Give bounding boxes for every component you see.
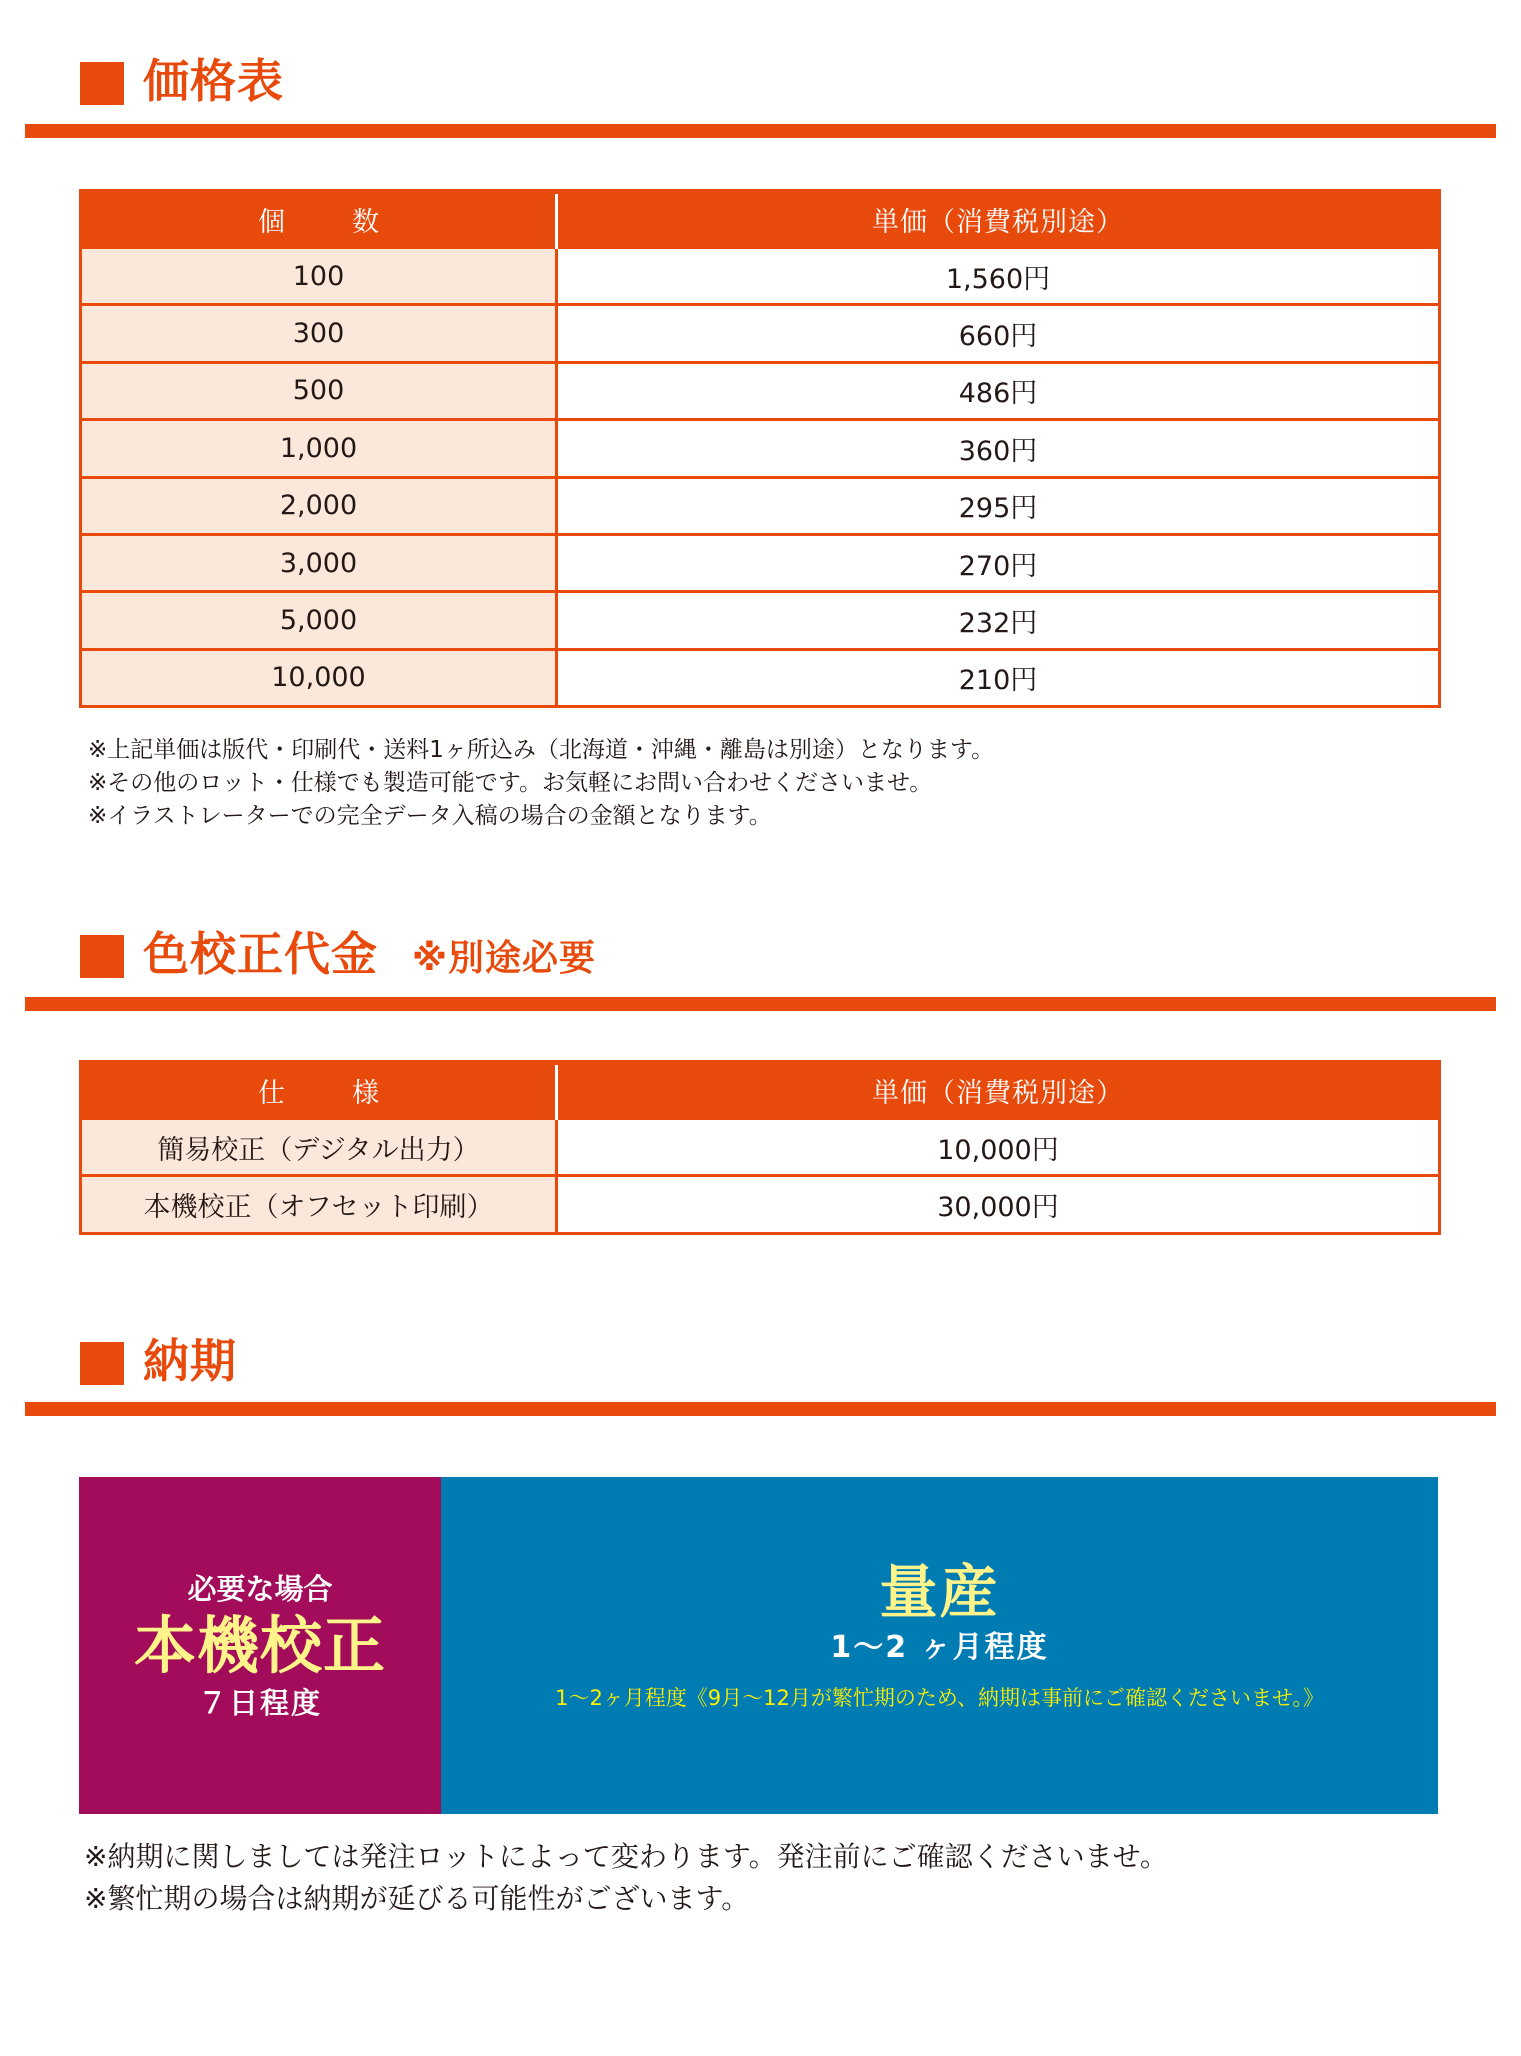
table-body [82,1120,1438,1232]
note-line: ※その他のロット・仕様でも製造可能です。お気軽にお問い合わせくださいませ。 [88,770,933,796]
price-cell: 360円 [558,421,1438,475]
header-quantity: 個 数 [258,206,399,238]
price-cell: 660円 [558,306,1438,360]
section-divider [25,124,1496,138]
section-subtitle: ※別途必要 [412,938,596,979]
table-row [82,361,1438,418]
quantity-cell: 10,000 [82,651,558,705]
proof-condition: 必要な場合 [187,1571,333,1606]
table-header [82,1060,1438,1120]
table-row [82,249,1438,303]
section-title-text: 納期 [143,1334,237,1388]
spec-cell: 簡易校正（デジタル出力） [82,1120,558,1174]
production-detail: 1〜2ヶ月程度《9月〜12月が繁忙期のため、納期は事前にご確認くださいませ。》 [555,1685,1324,1710]
quantity-cell: 1,000 [82,421,558,475]
spec-cell: 本機校正（オフセット印刷） [82,1177,558,1231]
section-divider [25,1402,1496,1416]
note-line: ※繁忙期の場合は納期が延びる可能性がございます。 [84,1882,750,1915]
table-row [82,533,1438,590]
table-row [82,476,1438,533]
section-marker-icon [80,62,124,105]
price-cell: 232円 [558,593,1438,647]
production-duration: 1〜2 ヶ月程度 [830,1629,1049,1665]
price-cell: 486円 [558,364,1438,418]
price-notes [88,734,994,833]
table-row [82,303,1438,360]
quantity-cell: 300 [82,306,558,360]
section-title-text: 価格表 [143,54,284,108]
note-line: ※イラストレーターでの完全データ入稿の場合の金額となります。 [88,803,772,829]
header-spec: 仕 様 [258,1077,399,1109]
production-label: 量産 [879,1557,1000,1626]
quantity-cell: 2,000 [82,479,558,533]
proof-duration: ７日程度 [197,1685,322,1720]
quantity-cell: 100 [82,249,558,303]
price-cell: 1,560円 [558,249,1438,303]
note-line: ※上記単価は版代・印刷代・送料1ヶ所込み（北海道・沖縄・離島は別途）となります。 [88,737,995,763]
quantity-cell: 500 [82,364,558,418]
proof-delivery-panel [79,1477,441,1814]
price-cell: 10,000円 [558,1120,1438,1174]
proof-label: 本機校正 [133,1608,386,1682]
section-marker-icon [80,935,124,978]
price-cell: 295円 [558,479,1438,533]
quantity-cell: 5,000 [82,593,558,647]
table-row [82,648,1438,705]
production-delivery-panel [441,1477,1438,1814]
table-row [82,590,1438,647]
price-table [79,189,1441,708]
price-cell: 210円 [558,651,1438,705]
proof-table [79,1060,1441,1235]
table-row [82,418,1438,475]
header-unit-price: 単価（消費税別途） [872,1077,1124,1109]
price-cell: 30,000円 [558,1177,1438,1231]
table-row [82,1120,1438,1174]
quantity-cell: 3,000 [82,536,558,590]
section-title-proof [143,927,596,981]
delivery-box [79,1477,1438,1814]
table-row [82,1174,1438,1231]
section-title-delivery [143,1334,237,1388]
table-header [82,189,1438,249]
table-body [82,249,1438,705]
price-cell: 270円 [558,536,1438,590]
section-title-text: 色校正代金 [143,927,378,981]
header-unit-price: 単価（消費税別途） [872,206,1124,238]
section-divider [25,997,1496,1011]
delivery-notes [84,1836,1168,1920]
note-line: ※納期に関しましては発注ロットによって変わります。発注前にご確認くださいませ。 [84,1840,1168,1873]
section-marker-icon [80,1342,124,1385]
section-title-price [143,54,284,108]
